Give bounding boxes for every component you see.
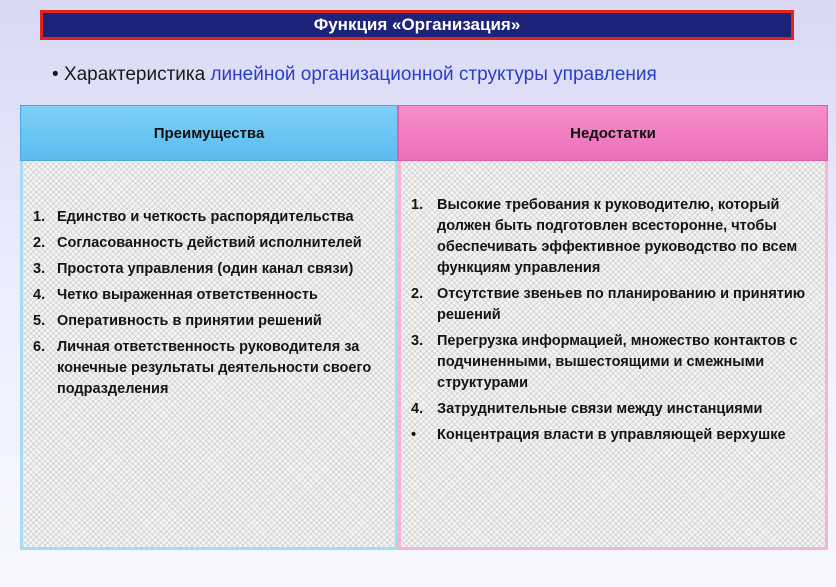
advantages-column	[20, 105, 398, 550]
item-number: 2.	[411, 286, 424, 302]
item-text: Простота управления (один канал связи)	[57, 261, 354, 277]
item-text: Личная ответственность руководителя за конечные результаты деятельности своего подразделения	[57, 339, 372, 397]
item-number: 1.	[33, 209, 46, 225]
item-text: Единство и четкость распорядительства	[57, 209, 354, 225]
item-number: 3.	[411, 333, 424, 349]
advantage-item	[33, 285, 385, 306]
disadvantages-column	[398, 105, 828, 550]
slide-title-text: Функция «Организация»	[313, 15, 521, 34]
advantage-item	[33, 337, 385, 400]
item-text: Концентрация власти в управляющей верхушке	[437, 427, 786, 443]
advantage-item	[33, 207, 385, 228]
subtitle-bullet: •	[52, 64, 59, 85]
item-bullet: •	[411, 427, 417, 443]
advantages-body	[20, 161, 398, 550]
disadvantage-item	[411, 284, 815, 326]
subtitle-accent: линейной организационной структуры управления	[210, 64, 657, 85]
item-text: Оперативность в принятии решений	[57, 313, 322, 329]
item-text: Согласованность действий исполнителей	[57, 235, 362, 251]
disadvantage-item	[411, 195, 815, 279]
item-text: Высокие требования к руководителю, который должен быть подготовлен всесторонне, чтобы обеспечивать эффективное руководство по всем функциям управления	[437, 197, 798, 276]
disadvantages-list	[411, 195, 815, 446]
item-number: 5.	[33, 313, 46, 329]
item-number: 3.	[33, 261, 46, 277]
disadvantages-header	[398, 105, 828, 161]
subtitle	[52, 64, 657, 86]
advantages-heading: Преимущества	[153, 124, 265, 142]
slide-title	[40, 10, 794, 40]
item-number: 1.	[411, 197, 424, 213]
advantages-header	[20, 105, 398, 161]
item-text: Отсутствие звеньев по планированию и принятию решений	[437, 286, 806, 323]
disadvantages-body	[398, 161, 828, 550]
disadvantage-item	[411, 331, 815, 394]
disadvantages-heading: Недостатки	[570, 124, 656, 142]
advantage-item	[33, 311, 385, 332]
advantages-list	[33, 207, 385, 400]
item-number: 4.	[411, 401, 424, 417]
item-text: Перегрузка информацией, множество контактов с подчиненными, вышестоящими и смежными структурами	[437, 333, 798, 391]
item-number: 4.	[33, 287, 46, 303]
disadvantage-item	[411, 425, 815, 446]
advantage-item	[33, 259, 385, 280]
item-text: Затруднительные связи между инстанциями	[437, 401, 763, 417]
item-number: 6.	[33, 339, 46, 355]
disadvantage-item	[411, 399, 815, 420]
item-text: Четко выраженная ответственность	[57, 287, 318, 303]
item-number: 2.	[33, 235, 46, 251]
subtitle-lead: Характеристика	[63, 64, 211, 85]
advantage-item	[33, 233, 385, 254]
